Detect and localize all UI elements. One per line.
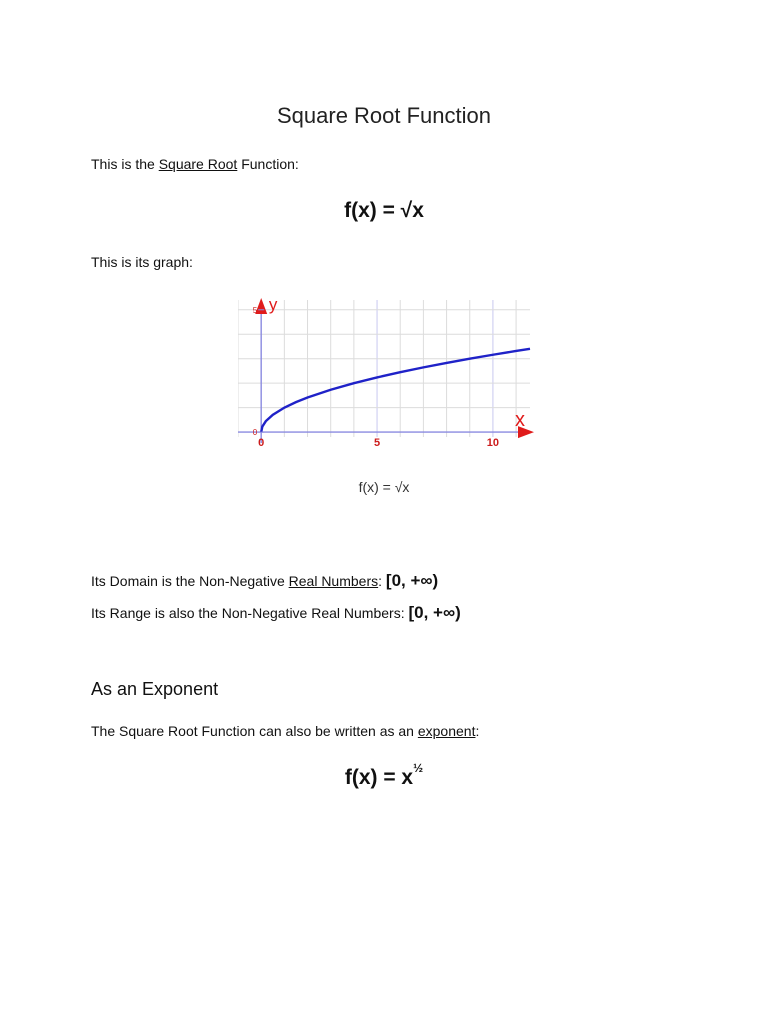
graph-caption: f(x) = √x — [358, 479, 410, 495]
y-tick-label: 0 — [252, 428, 258, 438]
y-axis-label: y — [268, 295, 278, 314]
real-numbers-link[interactable]: Real Numbers — [288, 573, 379, 589]
domain-paragraph — [91, 571, 438, 591]
x-axis-label: x — [515, 409, 525, 432]
domain-interval: [0, +∞) — [385, 571, 439, 590]
page-title: Square Root Function — [276, 103, 492, 128]
intro-text-after: Function: — [237, 156, 299, 172]
graph-grid — [238, 300, 530, 437]
section-heading-exponent: As an Exponent — [91, 679, 219, 699]
x-tick-label: 5 — [373, 437, 381, 450]
exponent-paragraph — [91, 723, 479, 739]
formula-exponent — [0, 761, 768, 790]
exponent-text-after: : — [475, 723, 480, 739]
square-root-link[interactable]: Square Root — [158, 156, 238, 172]
range-text: Its Range is also the Non-Negative Real Numbers: — [91, 605, 409, 621]
exponent-text-before: The Square Root Function can also be written as an — [91, 723, 418, 739]
formula-exponent-power: ½ — [413, 761, 424, 775]
exponent-link[interactable]: exponent — [417, 723, 476, 739]
domain-text-after: : — [378, 573, 386, 589]
graph-intro-text: This is its graph: — [91, 254, 193, 270]
x-tick-label: 0 — [258, 437, 265, 450]
domain-text-before: Its Domain is the Non-Negative — [91, 573, 289, 589]
graph-axes — [238, 298, 534, 443]
range-interval: [0, +∞) — [408, 603, 461, 622]
sqrt-graph — [238, 292, 534, 452]
sqrt-curve — [261, 349, 530, 432]
intro-paragraph — [91, 156, 299, 172]
y-tick-label: 5 — [252, 305, 258, 315]
range-paragraph — [91, 603, 461, 623]
intro-text-before: This is the — [91, 156, 159, 172]
x-tick-label: 10 — [486, 437, 500, 450]
formula-sqrt: f(x) = √x — [344, 199, 424, 222]
formula-exponent-base: f(x) = x — [344, 766, 414, 789]
